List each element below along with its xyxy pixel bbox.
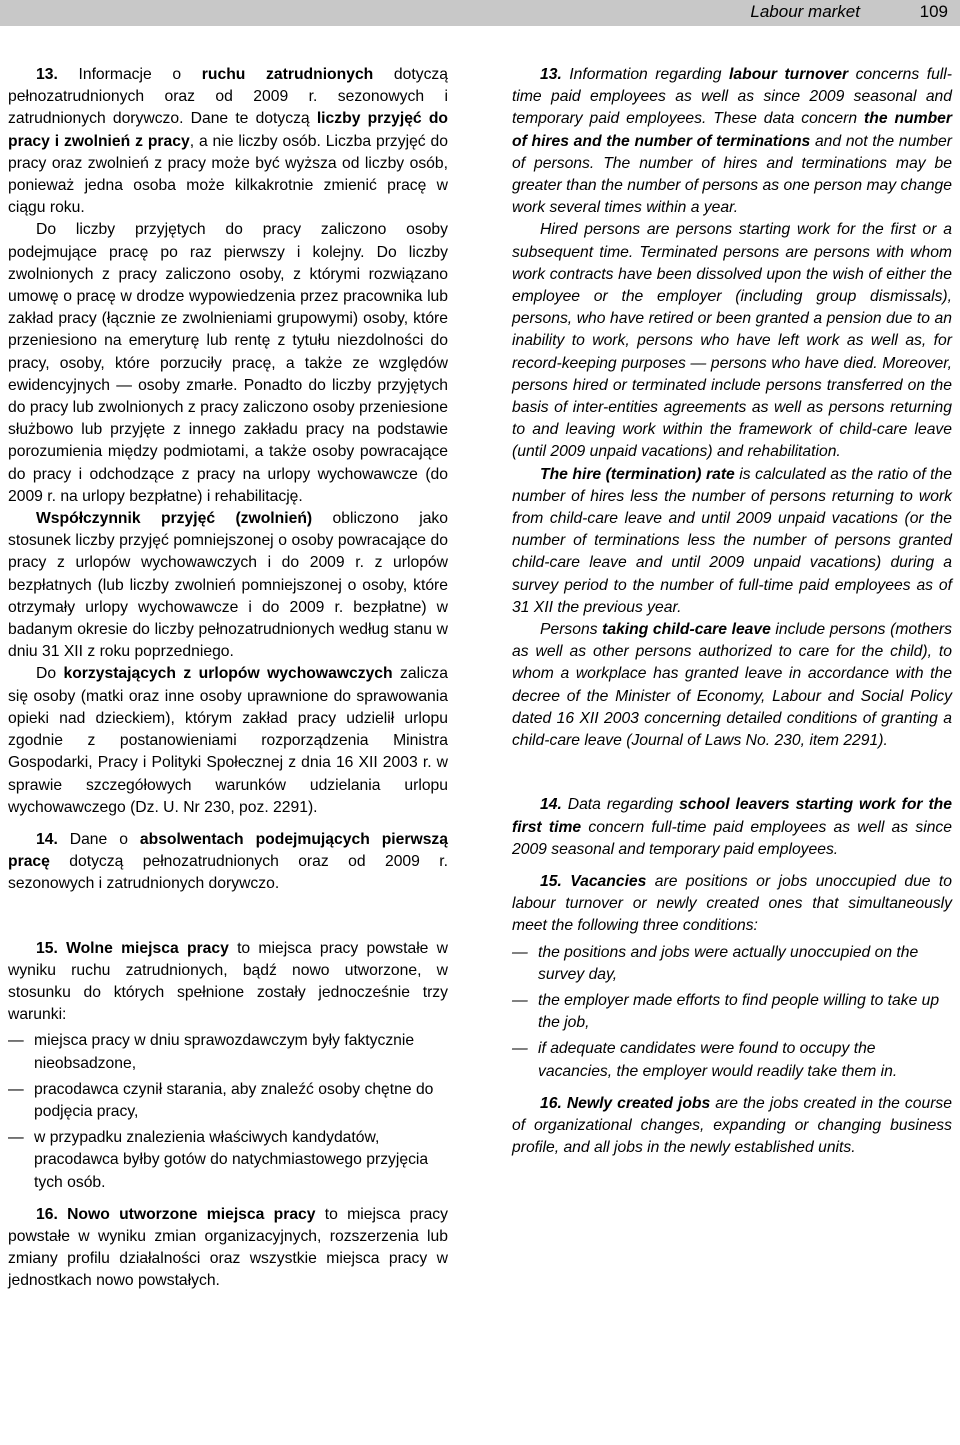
page-number: 109 (919, 2, 948, 21)
note-number: 13. (540, 66, 562, 83)
en-note-15: 15. Vacancies are positions or jobs unoccupied due to labour turnover or newly created ones that simultaneously meet the following three conditions: (512, 872, 953, 935)
pl-note-13-hired: Do liczby przyjętych do pracy zaliczono osoby podejmujące pracę po raz pierwszy i kolejny. Do liczby zwolnionych z pracy zaliczono osoby, z którymi rozwiązano umowę o pracę w drodze wypowiedzenia przez pracownika lub zakład pracy (łącznie ze zwolnieniami grupowymi) osoby, które przeniesiono na emeryturę lub rentę z tytułu niezdolności do pracy, osoby, które porzuciły pracę, a także ze względów ewidencyjnych — osoby zmarłe. Ponadto do liczby przyjętych do pracy lub zwolnionych z pracy zaliczono osoby przeniesione służbowo lub przyjęte z innego zakładu pracy na podstawie porozumienia między podmiotami, a także osoby powracające do pracy i odchodzące z pracy na urlopy wychowawcze (do 2009 r. na urlopy bezpłatne) i rehabilitację. (8, 221, 448, 505)
dash-bullet: — (8, 1129, 24, 1147)
list-item: — w przypadku znalezienia właściwych kandydatów, pracodawca byłby gotów do natychmiastowego przyjęcia tych osób. (8, 1129, 429, 1191)
english-column (512, 64, 952, 1159)
dash-bullet: — (512, 991, 528, 1009)
list-item: — miejsca pracy w dniu sprawozdawczym były faktycznie nieobsadzone, (8, 1032, 415, 1072)
en-note-13-hired: Hired persons are persons starting work for the first or a subsequent time. Terminated persons are persons with whom work contracts have been dissolved upon the wish of either the employee or the employer (including group dismissals), persons, who have retired or been granted a pension due to an inability to work, persons who have left work as well as, for record-keeping purposes — persons who have died. Moreover, persons hired or terminated include persons transferred on the basis of inter-entities agreements as well as persons returning to and leaving work within the framework of child-care leave (until 2009 unpaid vacations) and rehabilitation. (512, 221, 952, 461)
en-note-13-childcare: Persons taking child-care leave include persons (mothers as well as other persons authorized to care for the child), to whom a workplace has granted leave in accordance with the decree of the Minister of Economy, Labour and Social Policy dated 16 XII 2003 concerning detailed conditions of granting a child-care leave (Journal of Laws No. 230, item 2291). (512, 621, 952, 750)
en-note-13-rate: The hire (termination) rate is calculated as the ratio of the number of hires less the number of persons returning to work from child-care leave and until 2009 unpaid vacations (or the number of terminations less the number of persons granted child-care leave and until 2009 unpaid vacations) during a survey period to the number of full-time paid employees as of 31 XII the previous year. (512, 465, 952, 616)
pl-note-14: 14. Dane o absolwentach podejmujących pierwszą pracę dotyczą pełnozatrudnionych oraz od 2009 r. sezonowych i zatrudnionych dorywczo. (8, 830, 448, 893)
list-item: — the employer made efforts to find people willing to take up the job, (512, 991, 940, 1032)
note-number: 16. (36, 1205, 58, 1223)
pl-note-13-rate: Współczynnik przyjęć (zwolnień) obliczono jako stosunek liczby przyjęć pomniejszonej o osoby powracające do pracy z urlopów wychowawczych i do 2009 r. z urlopów bezpłatnych (lub liczby zwolnień pomniejszonej o osoby, które otrzymały urlopy wychowawcze i do 2009 r. bezpłatne) w badanym okresie do liczby pełnozatrudnionych według stanu w dniu 31 XII z roku poprzedniego. (8, 510, 448, 661)
dash-bullet: — (512, 943, 528, 961)
note-number: 15. (36, 939, 58, 957)
running-title: Labour market (750, 2, 860, 21)
list-item: — if adequate candidates were found to occupy the vacancies, the employer would readily take them in. (512, 1040, 898, 1080)
pl-note-13-childcare: Do korzystających z urlopów wychowawczych zalicza się osoby (matki oraz inne osoby uprawnione do sprawowania opieki nad dzieckiem), którym zakład pracy udzielił urlopu zgodnie z postanowieniami rozporządzenia Ministra Gospodarki, Pracy i Polityki Społecznej z dnia 16 XII 2003 r. w sprawie szczegółowych warunków udzielania urlopu wychowawczego (Dz. U. Nr 230, poz. 2291). (8, 665, 448, 816)
note-number: 14. (540, 796, 562, 814)
dash-bullet: — (512, 1040, 528, 1058)
pl-note-15: 15. Wolne miejsca pracy to miejsca pracy powstałe w wyniku ruchu zatrudnionych, bądź nowo utworzone, w stosunku do których spełnione zostały jednocześnie trzy warunki: (8, 939, 448, 1024)
note-number: 15. (540, 872, 562, 890)
en-note-14: 14. Data regarding school leavers starting work for the first time concern full-time paid employees as well as since 2009 seasonal and temporary paid employees. (512, 796, 952, 858)
en-note-13-intro: 13. Information regarding labour turnover concerns full-time paid employees as well as since 2009 seasonal and temporary paid employees. These data concern the number of hires and the number of terminations and not the number of persons. The number of hires and terminations may be greater than the number of persons as one person may change work several times within a year. (512, 66, 953, 217)
list-item: — pracodawca czynił starania, aby znaleźć osoby chętne do podjęcia pracy, (8, 1080, 434, 1120)
dash-bullet: — (8, 1080, 24, 1098)
pl-note-16: 16. Nowo utworzone miejsca pracy to miejsca pracy powstałe w wyniku zmian organizacyjnych, rozszerzenia lub zmiany profilu działalności oraz wszystkie miejsca pracy w jednostkach nowo powstałych. (8, 1205, 448, 1290)
note-number: 14. (36, 830, 58, 848)
page-header (0, 0, 960, 26)
pl-note-13-intro: 13. Informacje o ruchu zatrudnionych dotyczą pełnozatrudnionych oraz od 2009 r. sezonowych i zatrudnionych dorywczo. Dane te dotyczą liczby przyjęć do pracy i zwolnień z pracy, a nie liczby osób. Liczba przyjęć do pracy oraz zwolnień z pracy może być wyższa od liczby osób, ponieważ jedna osoba może kilkakrotnie zmienić pracę w ciągu roku. (8, 66, 449, 217)
list-item: — the positions and jobs were actually unoccupied on the survey day, (512, 943, 919, 983)
dash-bullet: — (8, 1032, 24, 1050)
note-number: 13. (36, 66, 58, 83)
polish-column (8, 64, 448, 1293)
note-number: 16. (540, 1094, 562, 1112)
en-note-16: 16. Newly created jobs are the jobs created in the course of organizational changes, expanding or changing business profile, and all jobs in the newly established units. (512, 1094, 952, 1157)
